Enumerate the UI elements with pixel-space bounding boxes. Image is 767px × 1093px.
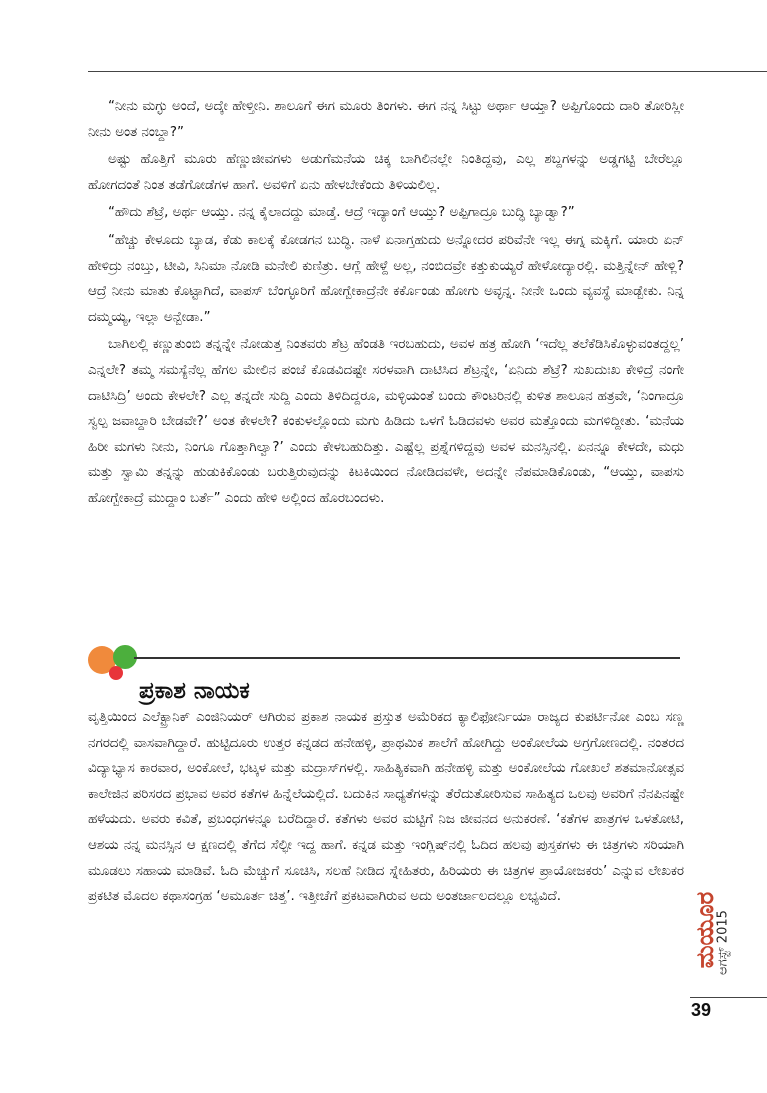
author-name: ಪ್ರಕಾಶ ನಾಯಕ: [139, 678, 250, 704]
story-paragraph: “ನೀನು ಮಗ್ಳು ಅಂದೆ, ಅದ್ಕೇ ಹೇಳ್ತೀನಿ. ಶಾಲೂಗೆ ಈಗ ಮೂರು ತಿಂಗಳು. ಈಗ ನನ್ನ ಸಿಟ್ಟು ಅರ್ಥಾ ಆಯ್ತಾ? ಅಪ್ಪಿಗೊಂದು ದಾರಿ ತೋರಿಸ್ಲೀ ನೀನು ಅಂತ ನಂಬ್ದಾ?”: [88, 99, 684, 140]
story-paragraph: “ಹೆಚ್ಚು ಕೇಳೂದು ಬ್ಯಾಡ, ಕೆಡು ಕಾಲಕ್ಕೆ ಕೋಡಗನ ಬುದ್ಧಿ. ನಾಳೆ ಏನಾಗ್ತಹುದು ಅನ್ನೋದರ ಪರಿವೆನೇ ಇಲ್ಲ ಈಗ್ನ ಮಕ್ಕಿಗೆ. ಯಾರು ಏನ್ ಹೇಳಿದ್ರು ನಂಬ್ತು, ಟೀವಿ, ಸಿನಿಮಾ ನೋಡಿ ಮನೇಲಿ ಕುಣಿತ್ರು. ಆಗ್ಲೆ ಹೇಳ್ದೆ ಅಲ್ಲ, ನಂಬಿದವ್ರೇ ಕತ್ತುಕುಯ್ಯರೆ ಹೇಳೋದ್ಯಾರಲ್ಲಿ. ಮತ್ತಿನ್ನೇನ್ ಹೇಳ್ಲಿ? ಆದ್ರೆ ನೀನು ಮಾತು ಕೊಟ್ಟಾಗಿದೆ, ವಾಪಸ್ ಬೆಂಗ್ಳೂರಿಗೆ ಹೋಗ್ಬೇಕಾದ್ರೆನೇ ಕರ್ಕೊಂಡು ಹೋಗು ಅವ್ಳನ್ನ. ನೀನೇ ಒಂದು ವ್ಯವಸ್ಥೆ ಮಾಡ್ಬೇಕು. ನಿನ್ನ ದಮ್ಮಯ್ಯ, ಇಲ್ಲಾ ಅನ್ಬೇಡಾ.”: [88, 232, 684, 325]
author-bio: ವೃತ್ತಿಯಿಂದ ಎಲೆಕ್ಟ್ರಾನಿಕ್ ಎಂಜಿನಿಯರ್ ಆಗಿರುವ ಪ್ರಕಾಶ ನಾಯಕ ಪ್ರಸ್ತುತ ಅಮೆರಿಕದ ಕ್ಯಾಲಿಫೋರ್ನಿಯಾ ರಾಜ್ಯದ ಕುಪರ್ಟಿನೋ ಎಂಬ ಸಣ್ಣ ನಗರದಲ್ಲಿ ವಾಸವಾಗಿದ್ದಾರೆ. ಹುಟ್ಟಿದೂರು ಉತ್ತರ ಕನ್ನಡದ ಹನೇಹಳ್ಳಿ, ಪ್ರಾಥಮಿಕ ಶಾಲೆಗೆ ಹೋಗಿದ್ದು ಅಂಕೋಲೆಯ ಅಗ್ರಗೋಣದಲ್ಲಿ. ನಂತರದ ವಿದ್ಯಾಭ್ಯಾಸ ಕಾರವಾರ, ಅಂಕೋಲೆ, ಭಟ್ಕಳ ಮತ್ತು ಮದ್ರಾಸ್‌ಗಳಲ್ಲಿ. ಸಾಹಿತ್ಯಿಕವಾಗಿ ಹನೇಹಳ್ಳಿ ಮತ್ತು ಅಂಕೋಲೆಯ ಗೋಖಲೆ ಶತಮಾನೋತ್ಸವ ಕಾಲೇಜಿನ ಪರಿಸರದ ಪ್ರಭಾವ ಅವರ ಕತೆಗಳ ಹಿನ್ನೆಲೆಯಲ್ಲಿದೆ. ಬದುಕಿನ ಸಾಧ್ಯತೆಗಳನ್ನು ತೆರೆದುತೋರಿಸುವ ಸಾಹಿತ್ಯದ ಒಲವು ಅವರಿಗೆ ನೆನಪಿನಷ್ಟೇ ಹಳೆಯದು. ಅವರು ಕವಿತೆ, ಪ್ರಬಂಧಗಳನ್ನೂ ಬರೆದಿದ್ದಾರೆ. ಕತೆಗಳು ಅವರ ಮಟ್ಟಿಗೆ ನಿಜ ಜೀವನದ ಅನುಕರಣೆ. ‘ಕತೆಗಳ ಪಾತ್ರಗಳ ಒಳತೋಟಿ, ಆಶಯ ನನ್ನ ಮನಸ್ಸಿನ ಆ ಕ್ಷಣದಲ್ಲಿ ತೆಗೆದ ಸೆಲ್ಫೀ ಇದ್ದ ಹಾಗೆ. ಕನ್ನಡ ಮತ್ತು ಇಂಗ್ಲಿಷ್‌ನಲ್ಲಿ ಓದಿದ ಹಲವು ಪುಸ್ತಕಗಳು ಈ ಚಿತ್ರಗಳು ಸರಿಯಾಗಿ ಮೂಡಲು ಸಹಾಯ ಮಾಡಿವೆ. ಓದಿ ಮೆಚ್ಚುಗೆ ಸೂಚಿಸಿ, ಸಲಹೆ ನೀಡಿದ ಸ್ನೇಹಿತರು, ಹಿರಿಯರು ಈ ಚಿತ್ರಗಳ ಪ್ರಾಯೋಜಕರು’ ಎನ್ನುವ ಲೇಖಕರ ಪ್ರಕಟಿತ ಮೊದಲ ಕಥಾಸಂಗ್ರಹ ‘ಅಮೂರ್ತ ಚಿತ್ತ’. ಇತ್ತೀಚೆಗೆ ಪ್ರಕಟವಾಗಿರುವ ಅದು ಅಂತರ್ಜಾಲದಲ್ಲೂ ಲಭ್ಯವಿದೆ.: [88, 710, 684, 905]
story-paragraph: ಅಷ್ಟು ಹೊತ್ತಿಗೆ ಮೂರು ಹೆಣ್ಣುಜೀವಗಳು ಅಡುಗೆಮನೆಯ ಚಿಕ್ಕ ಬಾಗಿಲಿನಲ್ಲೇ ನಿಂತಿದ್ದವು, ಎಲ್ಲ ಶಬ್ದಗಳನ್ನು ಅಡ್ಡಗಟ್ಟಿ ಬೇರೆಲ್ಲೂ ಹೋಗದಂತೆ ನಿಂತ ತಡೆಗೋಡೆಗಳ ಹಾಗೆ. ಅವಳಿಗೆ ಏನು ಹೇಳಬೇಕೆಂದು ತಿಳಿಯಲಿಲ್ಲ.: [88, 152, 684, 193]
header-rule: [88, 71, 767, 72]
section-dots-ornament: [86, 644, 146, 684]
story-paragraph: “ಹೌದು ಶೆಟ್ರೆ, ಅರ್ಥ ಆಯ್ತು. ನನ್ನ ಕೈಲಾದದ್ದು ಮಾಡ್ತೆ. ಆದ್ರೆ ಇದ್ಯಾಂಗೆ ಆಯ್ತು? ಅಪ್ಪಿಗಾದ್ರೂ ಬುದ್ಧಿ ಬ್ಯಾಡ್ವಾ?”: [108, 205, 575, 221]
red-dot-icon: [109, 666, 123, 680]
story-paragraph: ಬಾಗಿಲಲ್ಲಿ ಕಣ್ಣುತುಂಬಿ ತನ್ನನ್ನೇ ನೋಡುತ್ತ ನಿಂತವರು ಶೆಟ್ರ ಹೆಂಡತಿ ಇರಬಹುದು, ಅವಳ ಹತ್ರ ಹೋಗಿ ‘ಇದೆಲ್ಲ ತಲೆಕೆಡಿಸಿಕೊಳ್ಳುವಂತದ್ದಲ್ಲ’ ಎನ್ನಲೇ? ತಮ್ಮ ಸಮಸ್ಯೆನೆಲ್ಲ ಹೆಗಲ ಮೇಲಿನ ಪಂಚೆ ಕೊಡವಿದಷ್ಟೇ ಸರಳವಾಗಿ ದಾಟಿಸಿದ ಶೆಟ್ರನ್ನೇ, ‘ಏನಿದು ಶೆಟ್ರೆ? ಸುಖದುಃಖ ಕೇಳಿದ್ರೆ ನಂಗೇ ದಾಟಿಸಿದ್ರಿ’ ಅಂದು ಕೇಳಲೇ? ಎಲ್ಲ ತನ್ನದೇ ಸುದ್ದಿ ಎಂದು ತಿಳಿದಿದ್ದರೂ, ಮಳ್ಳಿಯಂತೆ ಬಂದು ಕೌಂಟರಿನಲ್ಲಿ ಕುಳಿತ ಶಾಲೂನ ಹತ್ರವೇ, ‘ನಿಂಗಾದ್ರೂ ಸ್ವಲ್ಪ ಜವಾಬ್ದಾರಿ ಬೇಡವೇ?’ ಅಂತ ಕೇಳಲೇ? ಕಂಕುಳಲ್ಲೊಂದು ಮಗು ಹಿಡಿದು ಒಳಗೆ ಓಡಿದವಳು ಅವರ ಮತ್ತೊಂದು ಮಗಳಿದ್ದೀತು. ‘ಮನೆಯ ಹಿರೀ ಮಗಳು ನೀನು, ನಿಂಗೂ ಗೊತ್ತಾಗಿಲ್ವಾ?’ ಎಂದು ಕೇಳಬಹುದಿತ್ತು. ಎಷ್ಟೆಲ್ಲ ಪ್ರಶ್ನೆಗಳಿದ್ದವು ಅವಳ ಮನಸ್ಸಿನಲ್ಲಿ. ಏನನ್ನೂ ಕೇಳದೇ, ಮಧು ಮತ್ತು ಸ್ವಾಮಿ ತನ್ನನ್ನು ಹುಡುಕಿಕೊಂಡು ಬರುತ್ತಿರುವುದನ್ನು ಕಿಟಕಿಯಿಂದ ನೋಡಿದವಳೇ, ಅದನ್ನೇ ನೆಪಮಾಡಿಕೊಂಡು, “ಆಯ್ತು, ವಾಪಸು ಹೋಗ್ಬೇಕಾದ್ರೆ ಮುದ್ದಾಂ ಬರ್ತೆ” ಎಂದು ಹೇಳಿ ಅಲ್ಲಿಂದ ಹೊರಬಂದಳು.: [88, 337, 684, 506]
section-divider: [134, 657, 680, 659]
magazine-logo: ಮಯೂರ: [691, 891, 719, 969]
issue-date: ಆಗಸ್ಟ್ 2015: [715, 910, 731, 975]
page-number: 39: [691, 1000, 712, 1020]
story-text: [88, 94, 684, 514]
footer-rule: [690, 997, 767, 998]
